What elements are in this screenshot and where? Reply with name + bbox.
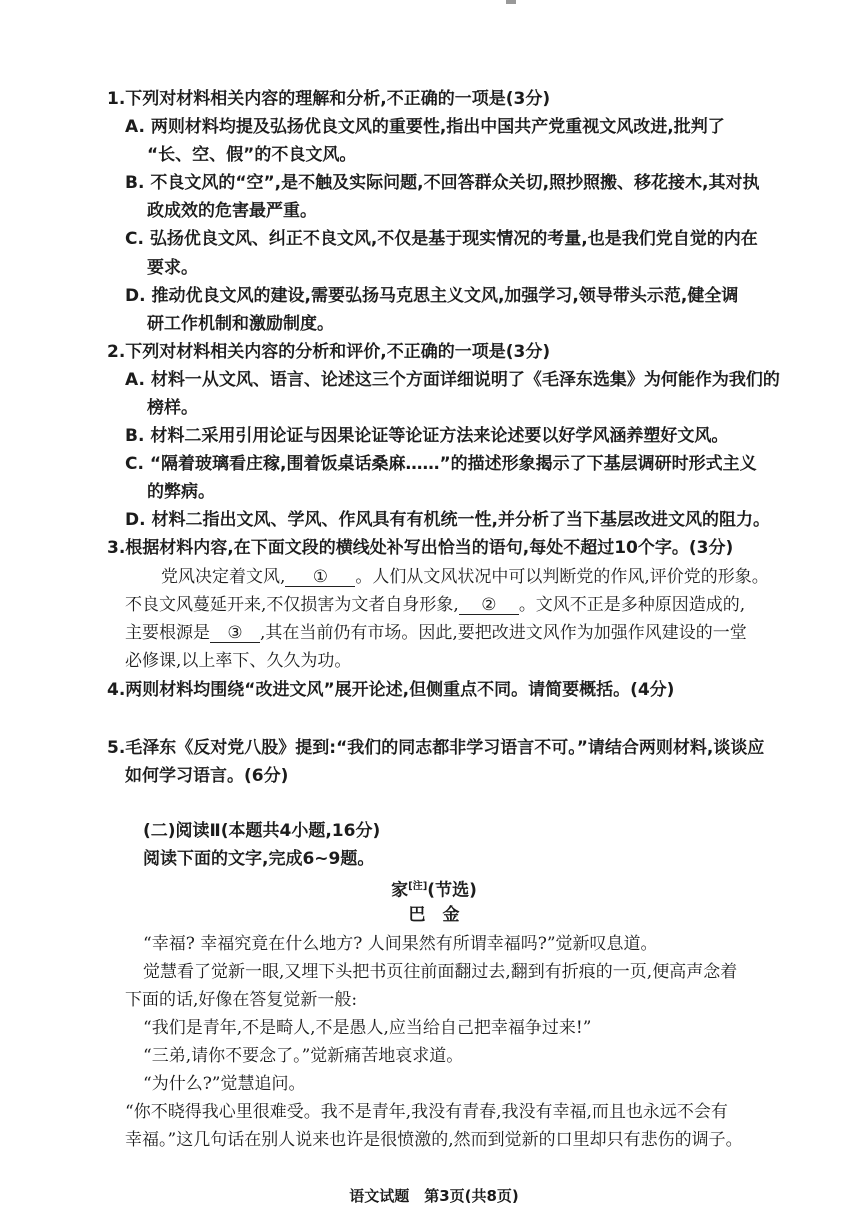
q3-passage-line-1: [161, 566, 769, 588]
q3-passage-line-3: [125, 622, 747, 644]
passage-paragraph: “为什么?”觉慧追问。: [143, 1074, 306, 1094]
section-heading: (二)阅读Ⅱ(本题共4小题,16分): [143, 821, 381, 841]
q2-option-c: C. “隔着玻璃看庄稼,围着饭桌话桑麻……”的描述形象揭示了下基层调研时形式主义: [125, 454, 757, 474]
q3-text: 党风决定着文风,: [161, 567, 286, 587]
q2-option-b: B. 材料二采用引用论证与因果论证等论证方法来论述要以好学风涵养塑好文风。: [125, 426, 729, 446]
page-footer: 语文试题 第3页(共8页): [349, 1187, 519, 1205]
passage-paragraph: “幸福? 幸福究竟在什么地方? 人间果然有所谓幸福吗?”觉新叹息道。: [143, 934, 658, 954]
blank-1: ①: [285, 566, 355, 587]
q1-option-a-cont: “长、空、假”的不良文风。: [147, 145, 357, 165]
title-main: 家: [391, 880, 409, 901]
passage-title: [0, 876, 868, 902]
q5-stem-cont: 如何学习语言。(6分): [125, 766, 289, 786]
passage-author: 巴 金: [408, 905, 460, 925]
q3-stem: 3.根据材料内容,在下面文段的横线处补写出恰当的语句,每处不超过10个字。(3分): [107, 538, 734, 558]
passage-paragraph: “你不晓得我心里很难受。我不是青年,我没有青春,我没有幸福,而且也永远不会有: [125, 1102, 728, 1122]
q3-text: ,其在当前仍有市场。因此,要把改进文风作为加强作风建设的一堂: [260, 623, 747, 643]
q2-option-d: D. 材料二指出文风、学风、作风具有有机统一性,并分析了当下基层改进文风的阻力。: [125, 510, 770, 530]
q5-stem: 5.毛泽东《反对党八股》提到:“我们的同志都非学习语言不可。”请结合两则材料,谈谈应: [107, 738, 765, 758]
q1-option-b: B. 不良文风的“空”,是不触及实际问题,不回答群众关切,照抄照搬、移花接木,其对执: [125, 173, 760, 193]
passage-paragraph-cont: 下面的话,好像在答复觉新一般:: [125, 990, 358, 1010]
blank-3: ③: [210, 622, 260, 643]
passage-paragraph: 觉慧看了觉新一眼,又埋下头把书页往前面翻过去,翻到有折痕的一页,便高声念着: [143, 962, 738, 982]
q3-text: 。文风不正是多种原因造成的,: [518, 595, 746, 615]
q3-text: 。人们从文风状况中可以判断党的作风,评价党的形象。: [355, 567, 769, 587]
q3-text: 不良文风蔓延开来,不仅损害为文者自身形象,: [125, 595, 459, 615]
q1-option-b-cont: 政成效的危害最严重。: [147, 201, 317, 221]
section-instruction: 阅读下面的文字,完成6~9题。: [143, 849, 375, 869]
title-note: [注]: [408, 881, 428, 892]
title-suffix: (节选): [427, 880, 477, 901]
q1-option-c: C. 弘扬优良文风、纠正不良文风,不仅是基于现实情况的考量,也是我们党自觉的内在: [125, 229, 758, 249]
q1-option-c-cont: 要求。: [147, 258, 198, 278]
q2-stem: 2.下列对材料相关内容的分析和评价,不正确的一项是(3分): [107, 342, 551, 362]
q3-passage-line-2: [125, 594, 745, 616]
q1-stem: 1.下列对材料相关内容的理解和分析,不正确的一项是(3分): [107, 89, 551, 109]
q1-option-a: A. 两则材料均提及弘扬优良文风的重要性,指出中国共产党重视文风改进,批判了: [125, 117, 725, 137]
q3-text: 主要根源是: [125, 623, 210, 643]
scan-mark: [506, 0, 516, 4]
passage-paragraph-cont: 幸福。”这几句话在别人说来也许是很愤激的,然而到觉新的口里却只有悲伤的调子。: [125, 1130, 743, 1150]
q1-option-d: D. 推动优良文风的建设,需要弘扬马克思主义文风,加强学习,领导带头示范,健全调: [125, 286, 739, 306]
q2-option-a-cont: 榜样。: [147, 398, 198, 418]
q2-option-a: A. 材料一从文风、语言、论述这三个方面详细说明了《毛泽东选集》为何能作为我们的: [125, 370, 780, 390]
blank-2: ②: [459, 594, 519, 615]
q2-option-c-cont: 的弊病。: [147, 482, 215, 502]
q3-passage-line-4: 必修课,以上率下、久久为功。: [125, 651, 352, 671]
passage-paragraph: “我们是青年,不是畸人,不是愚人,应当给自己把幸福争过来!”: [143, 1018, 592, 1038]
q1-option-d-cont: 研工作机制和激励制度。: [147, 314, 334, 334]
q4-stem: 4.两则材料均围绕“改进文风”展开论述,但侧重点不同。请简要概括。(4分): [107, 680, 675, 700]
passage-paragraph: “三弟,请你不要念了。”觉新痛苦地哀求道。: [143, 1046, 464, 1066]
